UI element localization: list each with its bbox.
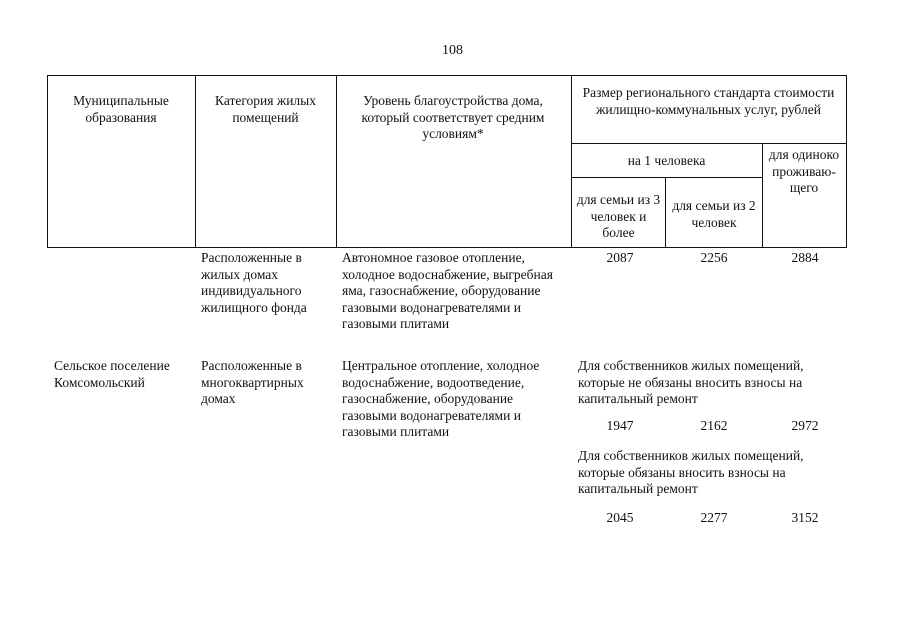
page-number: 108: [442, 43, 463, 58]
row-1-value-single: 2884: [791, 250, 819, 265]
column-divider: [762, 143, 763, 248]
row-1-value-family-3: 2087: [606, 250, 634, 265]
row-1-amenity: Автономное газовое отопление, холодное водоснабжение, выгребная яма, газоснабжение, оборудование газовыми водонагревателями и газовыми плитами: [342, 250, 553, 331]
column-divider: [195, 75, 196, 248]
row-2-group-1-value-family-3: 1947: [606, 418, 634, 433]
header-amenity-level: Уровень благоустройства дома, который соответствует средним условиям*: [361, 93, 545, 141]
header-family-3-plus: для семьи из 3 человек и более: [576, 192, 661, 240]
column-divider: [665, 177, 666, 248]
row-1-value-family-2: 2256: [700, 250, 728, 265]
header-family-2: для семьи из 2 человек: [672, 198, 756, 230]
row-2-category: Расположенные в многоквартирных домах: [201, 358, 304, 406]
table-left-border: [47, 75, 48, 248]
row-2-group-2-note: Для собственников жилых помещений, которые обязаны вносить взносы на капитальный ремонт: [578, 448, 804, 496]
table-right-border: [846, 75, 847, 248]
header-municipality: Муниципальные образования: [73, 93, 169, 125]
row-1-category: Расположенные в жилых домах индивидуального жилищного фонда: [201, 250, 307, 315]
row-2-group-2-value-single: 3152: [791, 510, 819, 525]
row-2-group-1-note: Для собственников жилых помещений, которые не обязаны вносить взносы на капитальный ремонт: [578, 358, 804, 406]
header-single-person: для одиноко проживаю-щего: [768, 147, 840, 195]
standard-subheader-border: [571, 143, 846, 144]
row-2-group-2-value-family-2: 2277: [700, 510, 728, 525]
header-category: Категория жилых помещений: [215, 93, 316, 125]
row-2-group-1-value-family-2: 2162: [700, 418, 728, 433]
column-divider: [571, 75, 572, 248]
header-regional-standard: Размер регионального стандарта стоимости жилищно-коммунальных услуг, рублей: [582, 85, 835, 117]
row-2-municipality: Сельское поселение Комсомольский: [54, 358, 170, 390]
table-top-border: [47, 75, 846, 76]
row-2-group-2-value-family-3: 2045: [606, 510, 634, 525]
table-header-bottom-border: [47, 247, 846, 248]
header-per-person: на 1 человека: [627, 153, 706, 168]
row-2-amenity: Центральное отопление, холодное водоснабжение, водоотведение, газоснабжение, оборудование газовыми водонагревателями и газовыми плитами: [342, 358, 540, 439]
column-divider: [336, 75, 337, 248]
row-2-group-1-value-single: 2972: [791, 418, 819, 433]
per-person-subheader-border: [571, 177, 762, 178]
